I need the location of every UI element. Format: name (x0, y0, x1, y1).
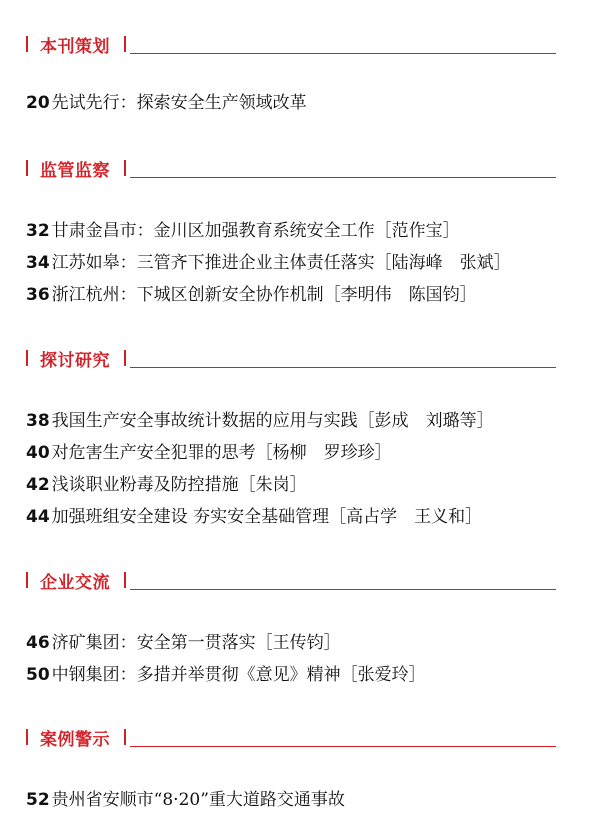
toc-entry[interactable] (26, 661, 426, 689)
section-title: 案例警示 (40, 729, 110, 750)
entry-title: 先试先行：探索安全生产领域改革 (51, 93, 307, 113)
entry-author: ［彭成 刘璐等］ (357, 411, 494, 431)
toc-entry[interactable] (26, 217, 460, 245)
entry-title: 甘肃金昌市：金川区加强教育系统安全工作 (51, 221, 375, 241)
section-header-4 (26, 568, 556, 592)
section-bar (26, 572, 28, 588)
section-bar (26, 350, 28, 366)
page-number: 42 (26, 475, 50, 495)
entry-author: ［李明伟 陈国钧］ (323, 285, 477, 305)
toc-entry[interactable] (26, 281, 477, 309)
page-number: 50 (26, 665, 50, 685)
section-title: 本刊策划 (40, 36, 110, 57)
page-number: 40 (26, 443, 50, 463)
toc-entry[interactable] (26, 786, 345, 814)
page-number: 20 (26, 93, 50, 113)
section-rule (130, 367, 556, 368)
toc-entry[interactable] (26, 503, 482, 531)
section-header-2 (26, 156, 556, 180)
entry-author: ［杨柳 罗珍珍］ (255, 443, 392, 463)
section-title: 企业交流 (40, 572, 110, 593)
entry-author: ［高占学 王义和］ (329, 507, 483, 527)
section-header-5 (26, 725, 556, 749)
page-number: 44 (26, 507, 50, 527)
entry-title: 加强班组安全建设 夯实安全基础管理 (51, 507, 330, 527)
entry-title: 中钢集团：多措并举贯彻《意见》精神 (51, 665, 341, 685)
section-bar (124, 36, 126, 52)
section-rule (130, 177, 556, 178)
section-bar (124, 729, 126, 745)
entry-author: ［范作宝］ (374, 221, 460, 241)
entry-author: ［王传钧］ (255, 633, 341, 653)
toc-entry[interactable] (26, 89, 307, 117)
section-rule (130, 589, 556, 590)
toc-entry[interactable] (26, 407, 494, 435)
entry-title: 济矿集团：安全第一贯落实 (51, 633, 256, 653)
entry-title: 我国生产安全事故统计数据的应用与实践 (51, 411, 358, 431)
section-rule (130, 746, 556, 747)
section-bar (124, 350, 126, 366)
entry-title: 对危害生产安全犯罪的思考 (51, 443, 256, 463)
section-bar (26, 729, 28, 745)
toc-entry[interactable] (26, 629, 341, 657)
entry-author: ［张爱玲］ (340, 665, 426, 685)
section-header-3 (26, 346, 556, 370)
entry-author: ［朱岗］ (238, 475, 307, 495)
page-number: 36 (26, 285, 50, 305)
entry-author: ［陆海峰 张斌］ (374, 253, 511, 273)
toc-entry[interactable] (26, 471, 307, 499)
toc-entry[interactable] (26, 249, 511, 277)
entry-title: 江苏如皋：三管齐下推进企业主体责任落实 (51, 253, 375, 273)
entry-title: 浅谈职业粉毒及防控措施 (51, 475, 239, 495)
section-bar (26, 160, 28, 176)
entry-title: 浙江杭州：下城区创新安全协作机制 (51, 285, 324, 305)
page-number: 34 (26, 253, 50, 273)
page-number: 46 (26, 633, 50, 653)
toc-entry[interactable] (26, 439, 392, 467)
section-rule (130, 53, 556, 54)
section-bar (124, 160, 126, 176)
section-bar (124, 572, 126, 588)
section-title: 监管监察 (40, 160, 110, 181)
section-title: 探讨研究 (40, 350, 110, 371)
page-number: 52 (26, 790, 50, 810)
page-number: 32 (26, 221, 50, 241)
section-header-1 (26, 32, 556, 56)
section-bar (26, 36, 28, 52)
page-number: 38 (26, 411, 50, 431)
entry-title: 贵州省安顺市“8·20”重大道路交通事故 (51, 790, 345, 810)
